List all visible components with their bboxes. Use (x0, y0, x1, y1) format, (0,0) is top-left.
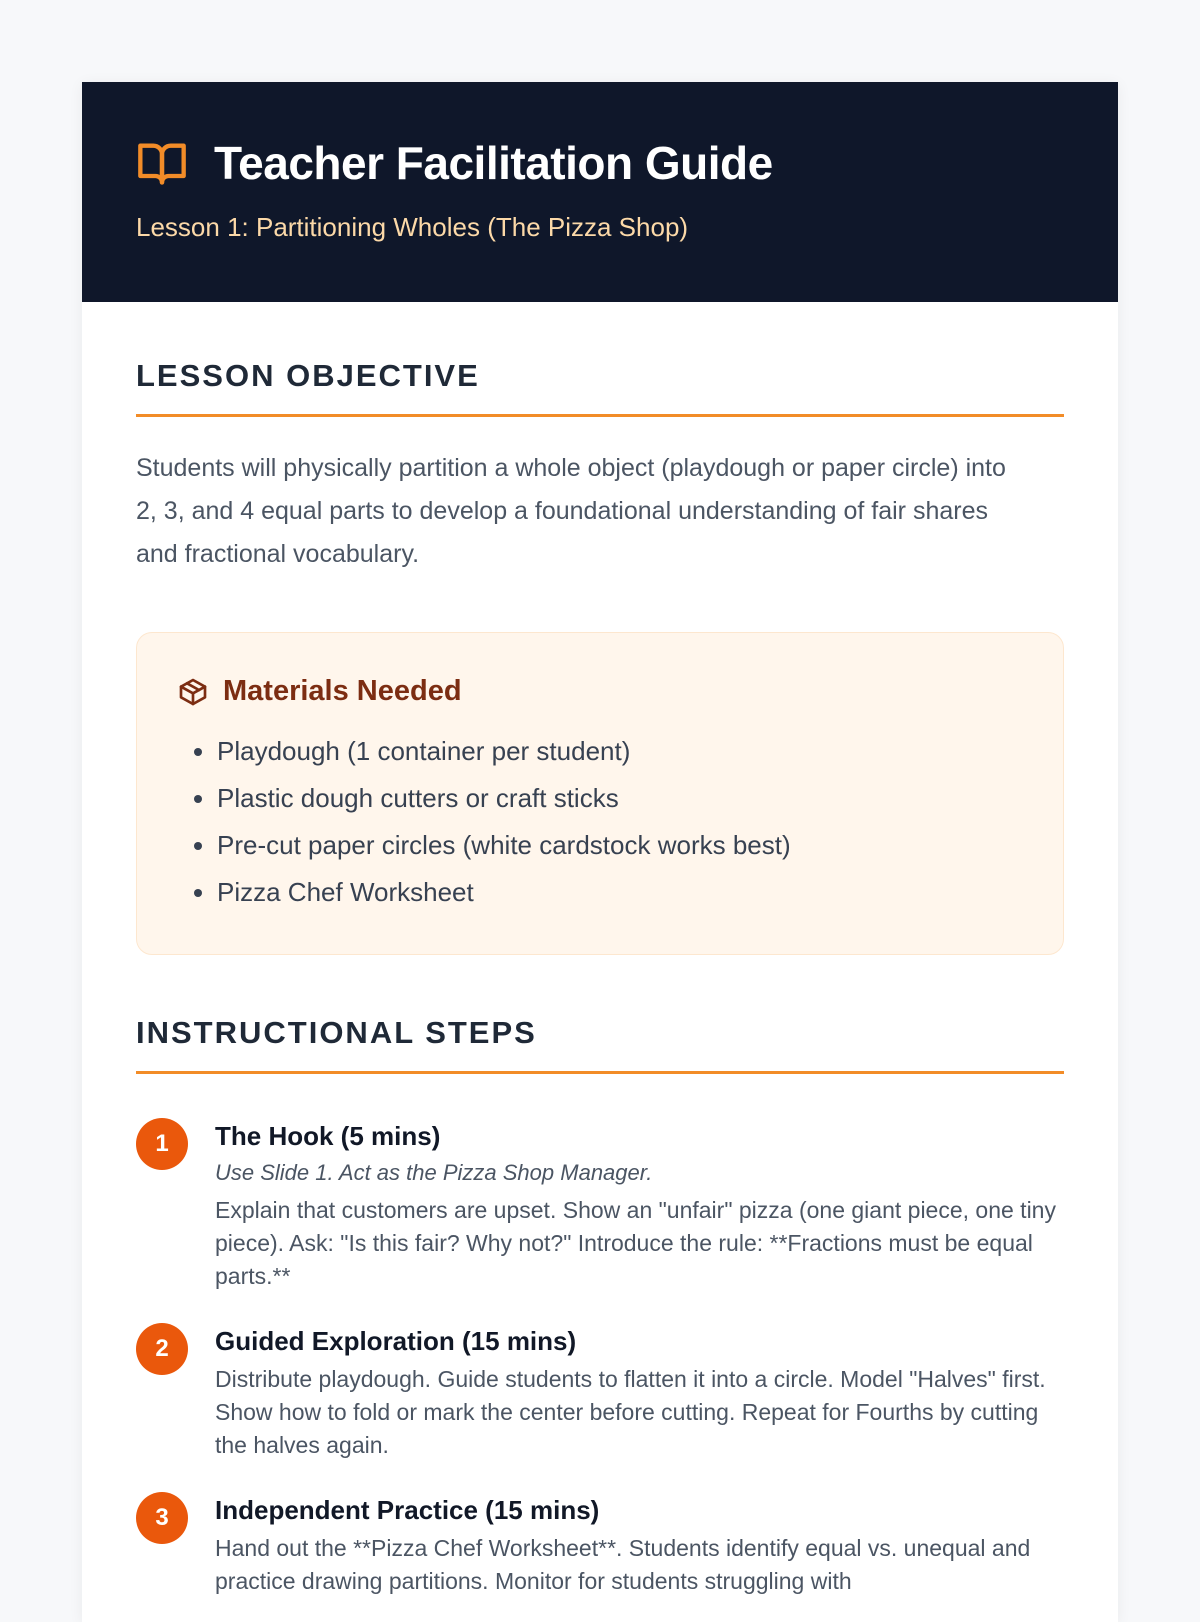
step-item (136, 1492, 1064, 1598)
step-title: The Hook (5 mins) (215, 1121, 441, 1151)
step-body (215, 1323, 1064, 1462)
steps-list (136, 1118, 1064, 1598)
materials-item: • Pizza Chef Worksheet (217, 869, 1023, 916)
box-icon (177, 676, 209, 708)
step-number-badge: 3 (136, 1492, 188, 1544)
step-title: Guided Exploration (15 mins) (215, 1326, 577, 1356)
materials-item: • Pre-cut paper circles (white cardstock works best) (217, 822, 1023, 869)
step-text: Hand out the **Pizza Chef Worksheet**. Students identify equal vs. unequal and practice drawing partitions. Monitor for students struggling with (215, 1535, 1031, 1594)
objective-text: Students will physically partition a whole object (playdough or paper circle) into 2, 3, and 4 equal parts to develop a foundational understanding of fair shares and fractional vocabulary. (136, 454, 1006, 568)
materials-box (136, 632, 1064, 955)
guide-header (82, 82, 1118, 302)
page-title: Teacher Facilitation Guide (214, 137, 773, 189)
materials-item: • Plastic dough cutters or craft sticks (217, 775, 1023, 822)
steps-heading: INSTRUCTIONAL STEPS (136, 1015, 1064, 1074)
step-body (215, 1492, 1064, 1598)
step-title: Independent Practice (15 mins) (215, 1495, 600, 1525)
title-row (136, 136, 1064, 190)
step-number-badge: 1 (136, 1118, 188, 1170)
step-text: Distribute playdough. Guide students to flatten it into a circle. Model "Halves" first. Show how to fold or mark the center before cutting. Repeat for Fourths by cutting the halves again. (215, 1366, 1046, 1458)
materials-title: Materials Needed (223, 675, 462, 707)
step-text: Explain that customers are upset. Show an "unfair" pizza (one giant piece, one tiny piece). Ask: "Is this fair? Why not?" Introduce the rule: **Fractions must be equal parts.** (215, 1197, 1056, 1289)
materials-title-row (177, 675, 1023, 708)
objective-heading: LESSON OBJECTIVE (136, 358, 1064, 417)
materials-item: • Playdough (1 container per student) (217, 728, 1023, 775)
step-item (136, 1323, 1064, 1462)
guide-content (82, 302, 1118, 1598)
guide-card (82, 82, 1118, 1622)
step-note: Use Slide 1. Act as the Pizza Shop Manager. (215, 1160, 653, 1185)
open-book-icon (136, 137, 188, 189)
lesson-subtitle: Lesson 1: Partitioning Wholes (The Pizza Shop) (136, 212, 689, 242)
step-item (136, 1118, 1064, 1293)
step-number-badge: 2 (136, 1323, 188, 1375)
materials-list (177, 728, 1023, 916)
step-body (215, 1118, 1064, 1293)
